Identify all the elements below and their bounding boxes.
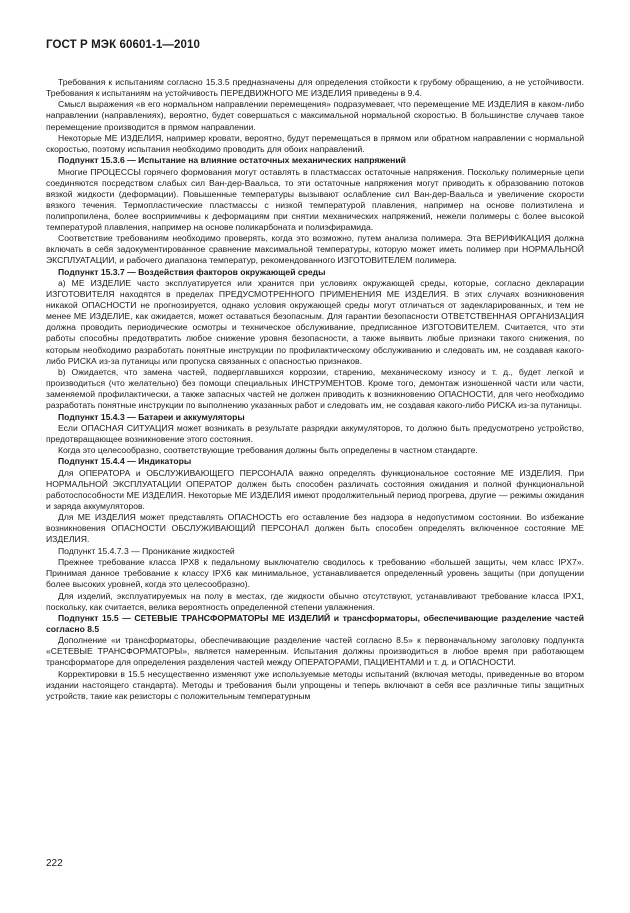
page-number: 222: [46, 858, 63, 869]
paragraph: Дополнение «и трансформаторы, обеспечивающие разделение частей согласно 8.5» к первоначальному заголовку подпункта «СЕТЕВЫЕ ТРАНСФОРМАТОРЫ», является намеренным. Испытания должны производиться в любое время при работающем трансформаторе для определения разделения частей между ОПЕРАТОРАМИ, ПАЦИЕНТАМИ и т. д. и ОПАСНОСТИ.: [46, 635, 584, 668]
subsection-heading: Подпункт 15.4.3 — Батареи и аккумуляторы: [58, 411, 245, 422]
document-header: ГОСТ Р МЭК 60601-1—2010: [46, 39, 200, 51]
paragraph: Если ОПАСНАЯ СИТУАЦИЯ может возникать в результате разрядки аккумуляторов, то должно быть предусмотрено устройство, предотвращающее возникновение этого состояния.: [46, 422, 584, 444]
subsection-heading: Подпункт 15.3.6 — Испытание на влияние остаточных механических напряжений: [58, 155, 406, 166]
paragraph: Требования к испытаниям согласно 15.3.5 предназначены для определения стойкости к грубому обращению, а не устойчивости. Требования к испытаниям на устойчивость ПЕРЕДВИЖНОГО МЕ ИЗДЕЛИЯ приведены в 9.4.: [46, 77, 584, 99]
paragraph: b) Ожидается, что замена частей, подверглавшихся коррозии, старению, механическому износу и т. д., будет легкой и производиться (что желательно) без помощи специальных ИНСТРУМЕНТОВ. Кроме того, демонтаж изношенной части или части, заменяемой профилактически, а также запасных частей не должен приводить к возникновению ОПАСНОСТИ, для чего необходимо разработать понятные инструкции по выполнению указанных работ и следовать им, не создавая какого-либо РИСКА из-за путаницы.: [46, 366, 584, 411]
paragraph: Многие ПРОЦЕССЫ горячего формования могут оставлять в пластмассах остаточные напряжения. Поскольку полимерные цепи соединяются посредством слабых сил Ван-дер-Ваальса, то эти остаточные напряжения могут приводить к образованию потоков вязкой жидкости (деформации). Повышенные температуры вызывают ослабление сил Ван-дер-Ваальса и увеличение скорости вязкого течения. Термопластические пластмассы с низкой температурой плавления, например на основе полиэтилена и полипропилена, более восприимчивы к деформациям при снятии механических напряжений, нежели полимеры с более высокой температурой плавления, например на основе поликарбоната и полиэфирамида.: [46, 166, 584, 232]
paragraph: Прежнее требование класса IPX8 к педальному выключателю сводилось к требованию «большей защиты, чем класс IPX7». Принимая данное требование к классу IPX6 как минимальное, устанавливается определенный уровень защиты (при допущении более высоких уровней, когда это целесообразно).: [46, 557, 584, 590]
paragraph: Для изделий, эксплуатируемых на полу в местах, где жидкости обычно отсутствуют, устанавливают требование класса IPX1, поскольку, как считается, велика вероятность определенной степени увлажнения.: [46, 590, 584, 612]
subsection-heading-plain: Подпункт 15.4.7.3 — Проникание жидкостей: [58, 545, 235, 556]
paragraph: а) МЕ ИЗДЕЛИЕ часто эксплуатируется или хранится при условиях окружающей среды, которые, согласно декларации ИЗГОТОВИТЕЛЯ находятся в пределах ПРЕДУСМОТРЕННОГО ПРИМЕНЕНИЯ МЕ ИЗДЕЛИЯ. В этих случаях возникновения никакой ОПАСНОСТИ не прогнозируется, однако условия окружающей среды могут отличаться от задекларированных, и тем не менее МЕ ИЗДЕЛИЕ, как ожидается, может оставаться безопасным. Для гарантии безопасности ОТВЕТСТВЕННАЯ ОРГАНИЗАЦИЯ должна проводить периодические осмотры и техническое обслуживание, предписанное ИЗГОТОВИТЕЛЕМ. Считается, что эти работы способны предотвратить любое снижение уровня безопасности, а также выявить любые признаки такого снижения, по которым необходимо разработать понятные инструкции по профилактическому обслуживанию и следовать им, не создавая какого-либо РИСКА из-за путаницы или пропуска связанных с опасностью признаков.: [46, 278, 584, 366]
subsection-heading: Подпункт 15.5 — СЕТЕВЫЕ ТРАНСФОРМАТОРЫ МЕ ИЗДЕЛИЙ и трансформаторы, обеспечивающие разделение частей согласно 8.5: [46, 612, 584, 634]
paragraph: Для МЕ ИЗДЕЛИЯ может представлять ОПАСНОСТЬ его оставление без надзора в недопустимом состоянии. Во избежание возникновения ОПАСНОСТИ ОБСЛУЖИВАЮЩИЙ ПЕРСОНАЛ должен быть способен определять включенное состояние МЕ ИЗДЕЛИЯ.: [46, 512, 584, 545]
paragraph: Некоторые МЕ ИЗДЕЛИЯ, например кровати, вероятно, будут перемещаться в прямом или обратном направлении с нормальной скоростью, поэтому испытания необходимо проводить для обоих направлений.: [46, 132, 584, 154]
document-body: [46, 77, 584, 702]
paragraph: Для ОПЕРАТОРА и ОБСЛУЖИВАЮЩЕГО ПЕРСОНАЛА важно определять функциональное состояние МЕ ИЗДЕЛИЯ. При НОРМАЛЬНОЙ ЭКСПЛУАТАЦИИ ОПЕРАТОР должен быть способен различать состояния ожидания и полной функциональной работоспособности МЕ ИЗДЕЛИЯ. Некоторые МЕ ИЗДЕЛИЯ имеют продолжительный период прогрева, другие — режимы ожидания и заряда аккумуляторов.: [46, 467, 584, 511]
subsection-heading: Подпункт 15.4.4 — Индикаторы: [58, 456, 192, 467]
paragraph: Когда это целесообразно, соответствующие требования должны быть определены в частном стандарте.: [58, 445, 478, 456]
subsection-heading: Подпункт 15.3.7 — Воздействия факторов окружающей среды: [58, 266, 326, 277]
paragraph: Соответствие требованиям необходимо проверять, когда это возможно, путем анализа полимера. Эта ВЕРИФИКАЦИЯ должна включать в себя задокументированное сравнение максимальной температуры, которую может иметь полимер при НОРМАЛЬНОЙ ЭКСПЛУАТАЦИИ, и рабочего диапазона температур, рекомендованного ИЗГОТОВИТЕЛЕМ полимера.: [46, 233, 584, 266]
paragraph: Корректировки в 15.5 несущественно изменяют уже используемые методы испытаний (включая методы, приведенные во втором издании настоящего стандарта). Методы и требования были упрощены и теперь включают в себя все различные типы защитных устройств, такие как резисторы с положительным температурным: [46, 668, 584, 701]
paragraph: Смысл выражения «в его нормальном направлении перемещения» подразумевает, что перемещение МЕ ИЗДЕЛИЯ в каком-либо направлении (направлениях), вероятно, будет совершаться с максимальной нормальной скоростью. В большинстве случаев такое перемещение производится в прямом направлении.: [46, 99, 584, 132]
